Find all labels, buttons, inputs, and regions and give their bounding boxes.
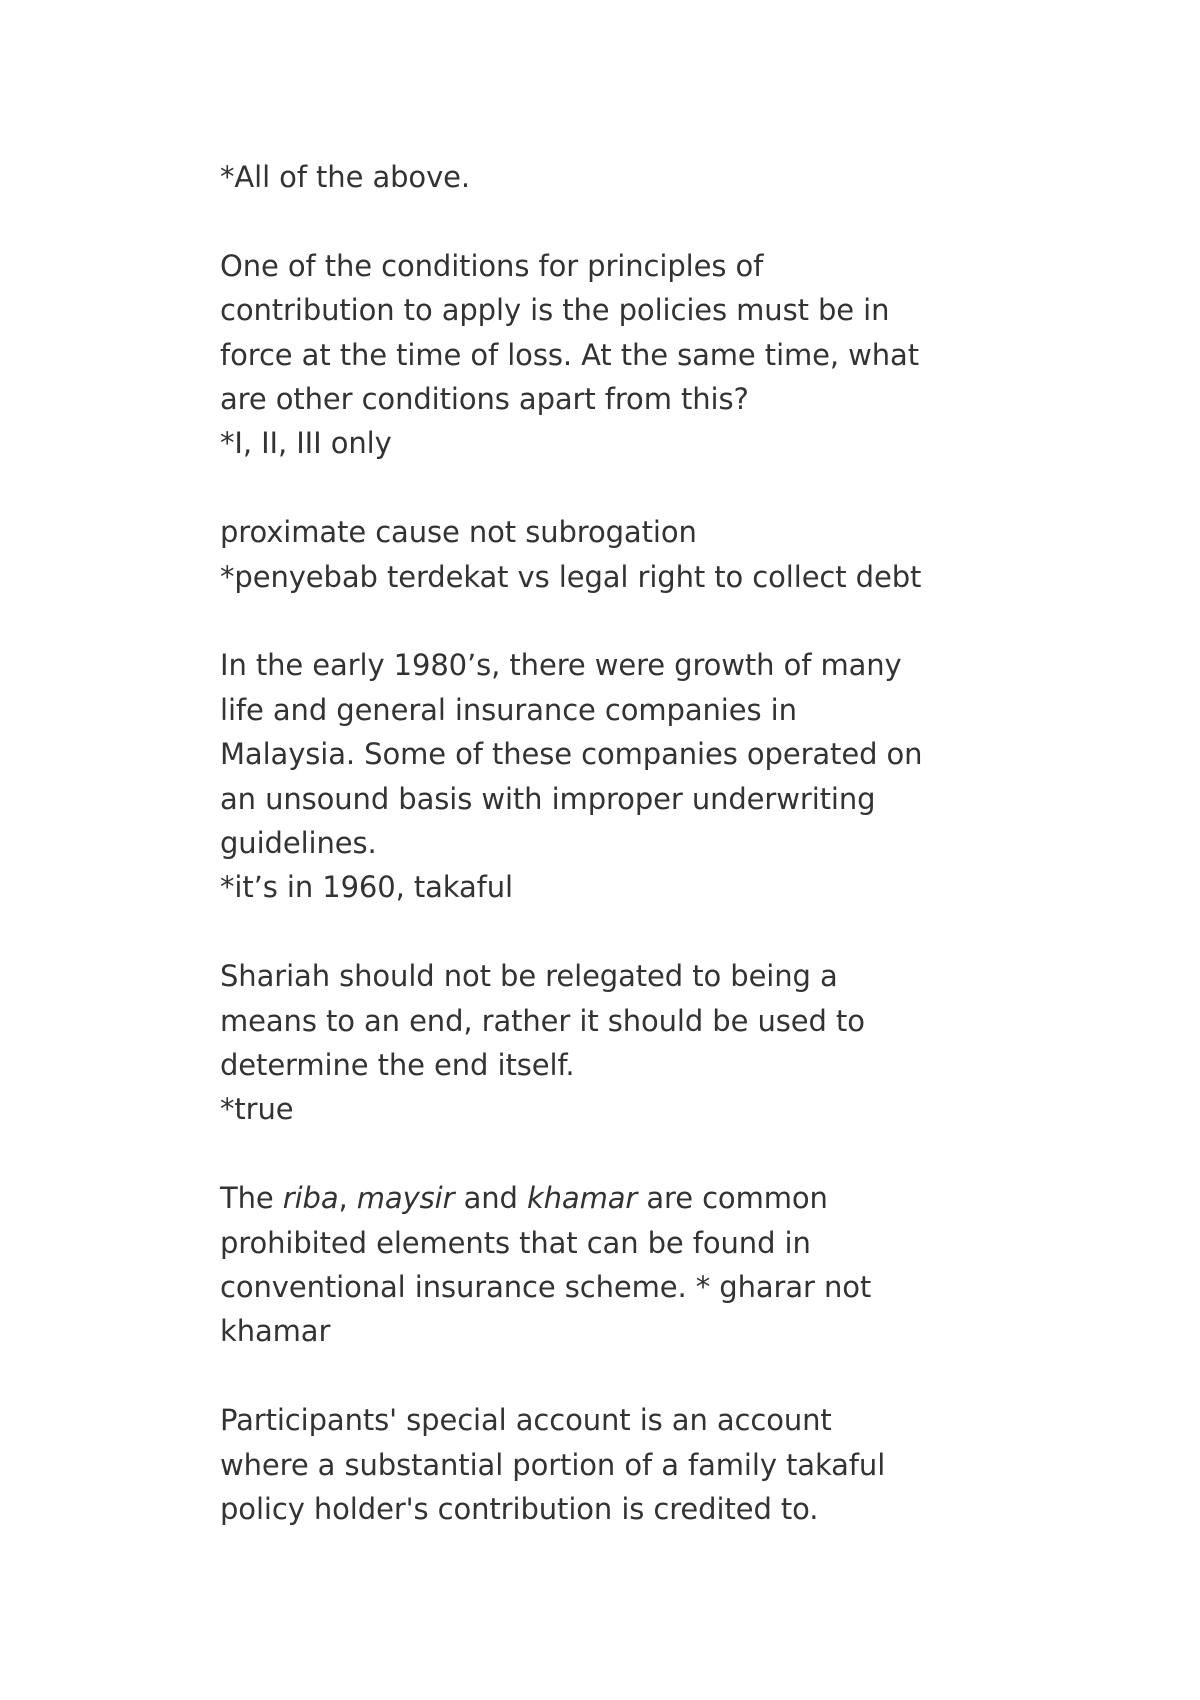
answer-all-of-the-above xyxy=(220,155,1020,199)
text-line: contribution to apply is the policies must be in xyxy=(220,293,890,328)
answer-line: *penyebab terdekat vs legal right to collect debt xyxy=(220,559,922,594)
text-line: One of the conditions for principles of xyxy=(220,248,764,283)
text-fragment: The xyxy=(220,1181,283,1216)
note-proximate-cause xyxy=(220,510,1020,599)
answer-line: *it’s in 1960, takaful xyxy=(220,870,514,905)
text-line: policy holder's contribution is credited to. xyxy=(220,1492,819,1527)
question-contribution-conditions xyxy=(220,244,1020,466)
text-fragment: , xyxy=(338,1181,357,1216)
text-line: determine the end itself. xyxy=(220,1048,575,1083)
text-line: *All of the above. xyxy=(220,160,470,194)
document-page xyxy=(220,155,1020,1576)
text-fragment: are common xyxy=(637,1181,828,1216)
text-line: means to an end, rather it should be used to xyxy=(220,1003,865,1038)
answer-line: *I, II, III only xyxy=(220,426,392,461)
text-line: conventional insurance scheme. * gharar not xyxy=(220,1270,872,1305)
question-shariah xyxy=(220,954,1020,1132)
text-line: proximate cause not subrogation xyxy=(220,515,697,550)
text-line: prohibited elements that can be found in xyxy=(220,1225,811,1260)
term-maysir: maysir xyxy=(356,1181,455,1216)
term-khamar: khamar xyxy=(526,1181,638,1216)
text-fragment: and xyxy=(454,1181,527,1216)
text-line: In the early 1980’s, there were growth of many xyxy=(220,648,902,683)
text-line: are other conditions apart from this? xyxy=(220,382,749,417)
text-line: life and general insurance companies in xyxy=(220,692,797,727)
answer-line: *true xyxy=(220,1092,294,1127)
text-line: where a substantial portion of a family takaful xyxy=(220,1447,886,1482)
text-line: Malaysia. Some of these companies operated on xyxy=(220,737,923,772)
text-line: Shariah should not be relegated to being a xyxy=(220,959,838,994)
question-early-1980s xyxy=(220,643,1020,909)
question-prohibited-elements xyxy=(220,1176,1020,1354)
text-line: Participants' special account is an account xyxy=(220,1403,832,1438)
term-riba: riba xyxy=(282,1181,339,1216)
text-line: guidelines. xyxy=(220,826,377,861)
text-line xyxy=(220,1176,1020,1220)
text-line: khamar xyxy=(220,1314,331,1349)
text-line: force at the time of loss. At the same time, what xyxy=(220,337,919,372)
question-participants-special-account xyxy=(220,1398,1020,1531)
text-line: an unsound basis with improper underwriting xyxy=(220,781,876,816)
